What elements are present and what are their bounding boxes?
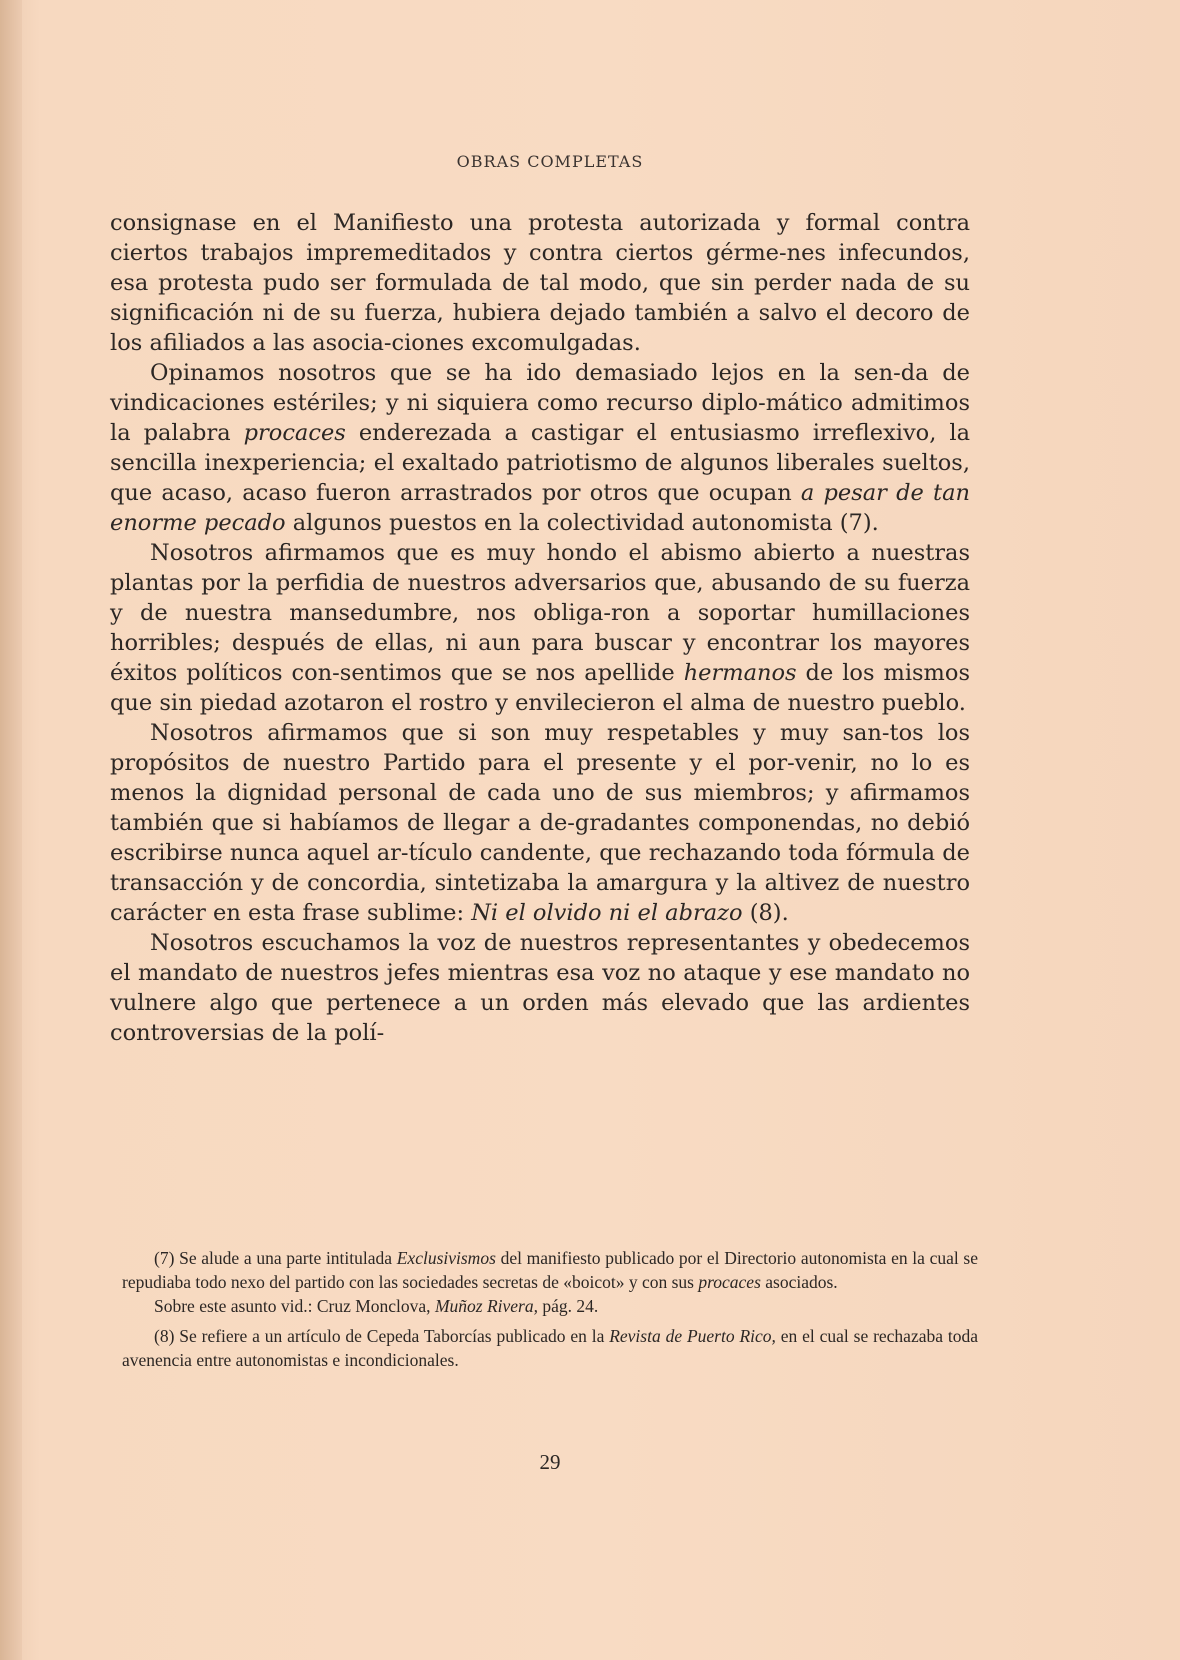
- footnote-8-text-a: (8) Se refiere a un artículo de Cepeda Taborcías publicado en la: [154, 1326, 610, 1346]
- footnote-7-ref-text-a: Sobre este asunto vid.: Cruz Monclova,: [154, 1296, 435, 1316]
- footnote-7-text-a: (7) Se alude a una parte intitulada: [154, 1248, 397, 1268]
- footnote-7-italic-procaces: procaces: [698, 1272, 761, 1292]
- paragraph-2: [110, 358, 970, 538]
- main-text: [110, 208, 970, 1048]
- footnote-7-ref-italic-title: Muñoz Rivera,: [434, 1296, 538, 1316]
- paragraph-4: [110, 718, 970, 928]
- footnote-7-text-c: del manifiesto publicado por el Directorio autonomista en la cual se repudiaba todo nexo del partido con las sociedades secretas de «boicot» y con sus: [122, 1248, 979, 1292]
- paragraph-2-italic-phrase: a pesar de tan enorme pecado: [110, 480, 970, 536]
- footnote-7-text-e: asociados.: [760, 1272, 838, 1292]
- footnote-7-italic-title: Exclusivismos: [396, 1248, 496, 1268]
- footnote-8-text-c: en el cual se rechazaba toda avenencia entre autonomistas e incondicionales.: [122, 1326, 978, 1370]
- running-head: OBRAS COMPLETAS: [456, 152, 644, 171]
- footnotes: [122, 1246, 978, 1372]
- page-number: 29: [539, 1450, 561, 1474]
- paragraph-4-text-c: (8).: [742, 900, 789, 926]
- page-edge-shadow: [0, 0, 22, 1660]
- paragraph-2-text-e: algunos puestos en la colectividad autonomista (7).: [285, 510, 879, 536]
- paragraph-5: Nosotros escuchamos la voz de nuestros representantes y obedecemos el mandato de nuestros jefes mientras esa voz no ataque y ese mandato no vulnere algo que pertenece a un orden más elevado que las ardientes controversias de la polí-: [110, 930, 970, 1046]
- paragraph-3-italic-hermanos: hermanos: [683, 660, 797, 686]
- paragraph-3-text-a: Nosotros afirmamos que es muy hondo el abismo abierto a nuestras plantas por la perfidia de nuestros adversarios que, abusando de su fuerza y de nuestra mansedumbre, nos obliga-ron a soportar humillaciones horribles; después de ellas, ni aun para buscar y encontrar los mayores éxitos políticos con-sentimos que se nos apellide: [110, 540, 970, 686]
- paragraph-4-italic-quote: Ni el olvido ni el abrazo: [471, 900, 743, 926]
- footnote-7-reference: [122, 1294, 978, 1318]
- paragraph-4-text-a: Nosotros afirmamos que si son muy respetables y muy san-tos los propósitos de nuestro Partido para el presente y el por-venir, no lo es menos la dignidad personal de cada uno de sus miembros; y afirmamos también que si habíamos de llegar a de-gradantes componendas, no debió escribirse nunca aquel ar-tículo candente, que rechazando toda fórmula de transacción y de concordia, sintetizaba la amargura y la altivez de nuestro carácter en esta frase sublime:: [110, 720, 970, 926]
- paragraph-3-text-c: de los mismos que sin piedad azotaron el rostro y envilecieron el alma de nuestro pueblo.: [110, 660, 970, 716]
- footnote-7-ref-text-c: pág. 24.: [537, 1296, 599, 1316]
- footnote-7: [122, 1246, 978, 1294]
- paragraph-2-italic-procaces: procaces: [243, 420, 346, 446]
- paragraph-2-text-c: enderezada a castigar el entusiasmo irreflexivo, la sencilla inexperiencia; el exaltado patriotismo de algunos liberales sueltos, que acaso, acaso fueron arrastrados por otros que ocupan: [110, 420, 970, 506]
- footnote-8: [122, 1324, 978, 1372]
- footnote-8-italic-journal: Revista de Puerto Rico,: [609, 1326, 776, 1346]
- paragraph-3: [110, 538, 970, 718]
- paragraph-2-text-a: Opinamos nosotros que se ha ido demasiado lejos en la sen-da de vindicaciones estériles; y ni siquiera como recurso diplo-mático admitimos la palabra: [110, 360, 970, 446]
- paragraph-1: consignase en el Manifiesto una protesta autorizada y formal contra ciertos trabajos impremeditados y contra ciertos gérme-nes infecundos, esa protesta pudo ser formulada de tal modo, que sin perder nada de su significación ni de su fuerza, hubiera dejado también a salvo el decoro de los afiliados a las asocia-ciones excomulgadas.: [110, 210, 970, 356]
